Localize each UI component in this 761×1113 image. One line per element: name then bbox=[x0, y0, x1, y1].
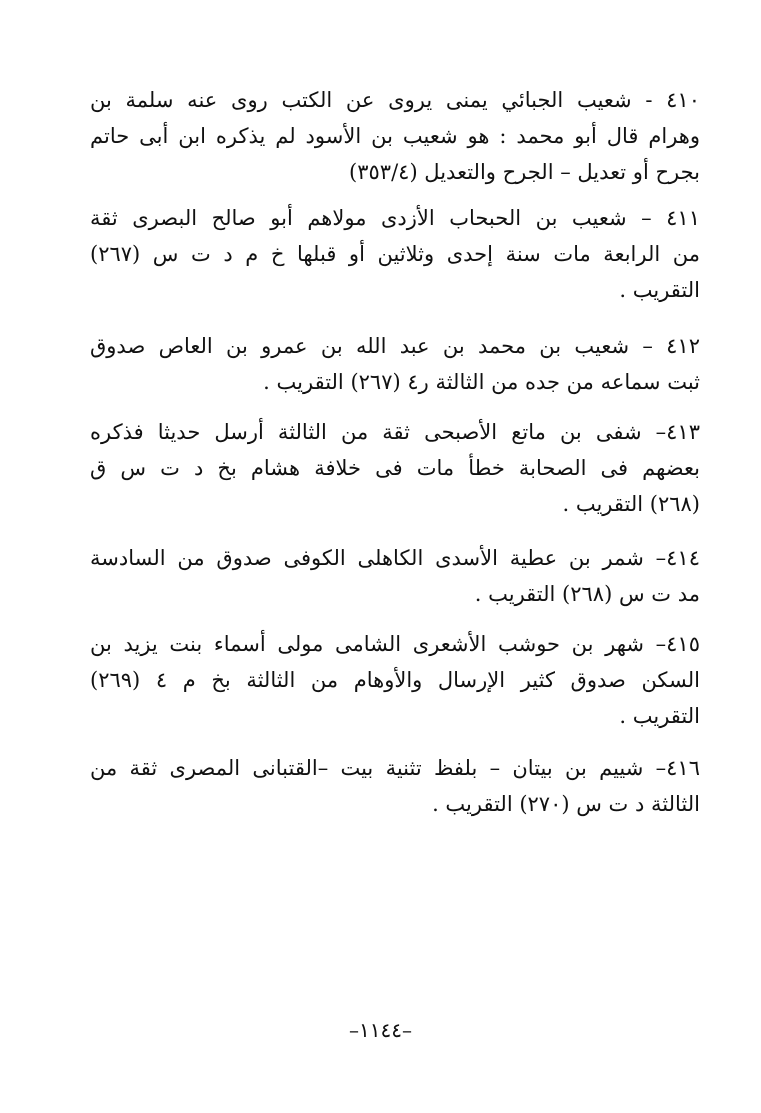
entry-line: ٤١٣– شفى بن ماتع الأصبحى ثقة من الثالثة أرسل حديثا فذكره bbox=[90, 420, 700, 444]
entry-line: ٤١٠ - شعيب الجبائي يمنى يروى عن الكتب روى عنه سلمة بن bbox=[90, 88, 700, 112]
entry-415 bbox=[90, 626, 700, 734]
entry-410 bbox=[90, 82, 700, 190]
page-number: –١١٤٤– bbox=[349, 1018, 412, 1042]
entry-411 bbox=[90, 200, 700, 308]
entry-line: ثبت سماعه من جده من الثالثة ر٤ (٢٦٧) التقريب . bbox=[263, 370, 700, 394]
entry-line: ٤١٢ – شعيب بن محمد بن عبد الله بن عمرو بن العاص صدوق bbox=[90, 334, 700, 358]
entry-line: الثالثة د ت س (٢٧٠) التقريب . bbox=[432, 792, 700, 816]
entry-line: ٤١٥– شهر بن حوشب الأشعرى الشامى مولى أسماء بنت يزيد بن bbox=[90, 632, 700, 656]
entry-line: السكن صدوق كثير الإرسال والأوهام من الثالثة بخ م ٤ (٢٦٩) bbox=[90, 668, 700, 692]
entry-line: التقريب . bbox=[619, 278, 700, 302]
entry-line: (٢٦٨) التقريب . bbox=[562, 492, 700, 516]
entry-line: ٤١٤– شمر بن عطية الأسدى الكاهلى الكوفى صدوق من السادسة bbox=[90, 546, 700, 570]
entry-414 bbox=[90, 540, 700, 612]
entry-line: وهرام قال أبو محمد : هو شعيب بن الأسود لم يذكره ابن أبى حاتم bbox=[90, 124, 700, 148]
entry-line: ٤١٦– شييم بن بيتان – بلفظ تثنية بيت –القتبانى المصرى ثقة من bbox=[90, 756, 700, 780]
entry-line: بجرح أو تعديل – الجرح والتعديل (٣٥٣/٤) bbox=[349, 160, 700, 184]
entry-416 bbox=[90, 750, 700, 822]
document-page bbox=[90, 82, 700, 834]
entry-line: من الرابعة مات سنة إحدى وثلاثين أو قبلها خ م د ت س (٢٦٧) bbox=[90, 242, 700, 266]
entry-413 bbox=[90, 414, 700, 522]
entry-line: التقريب . bbox=[619, 704, 700, 728]
entry-412 bbox=[90, 328, 700, 400]
entry-line: بعضهم فى الصحابة خطأ مات فى خلافة هشام بخ د ت س ق bbox=[90, 456, 700, 480]
entry-line: مد ت س (٢٦٨) التقريب . bbox=[474, 582, 700, 606]
entry-line: ٤١١ – شعيب بن الحبحاب الأزدى مولاهم أبو صالح البصرى ثقة bbox=[90, 206, 700, 230]
